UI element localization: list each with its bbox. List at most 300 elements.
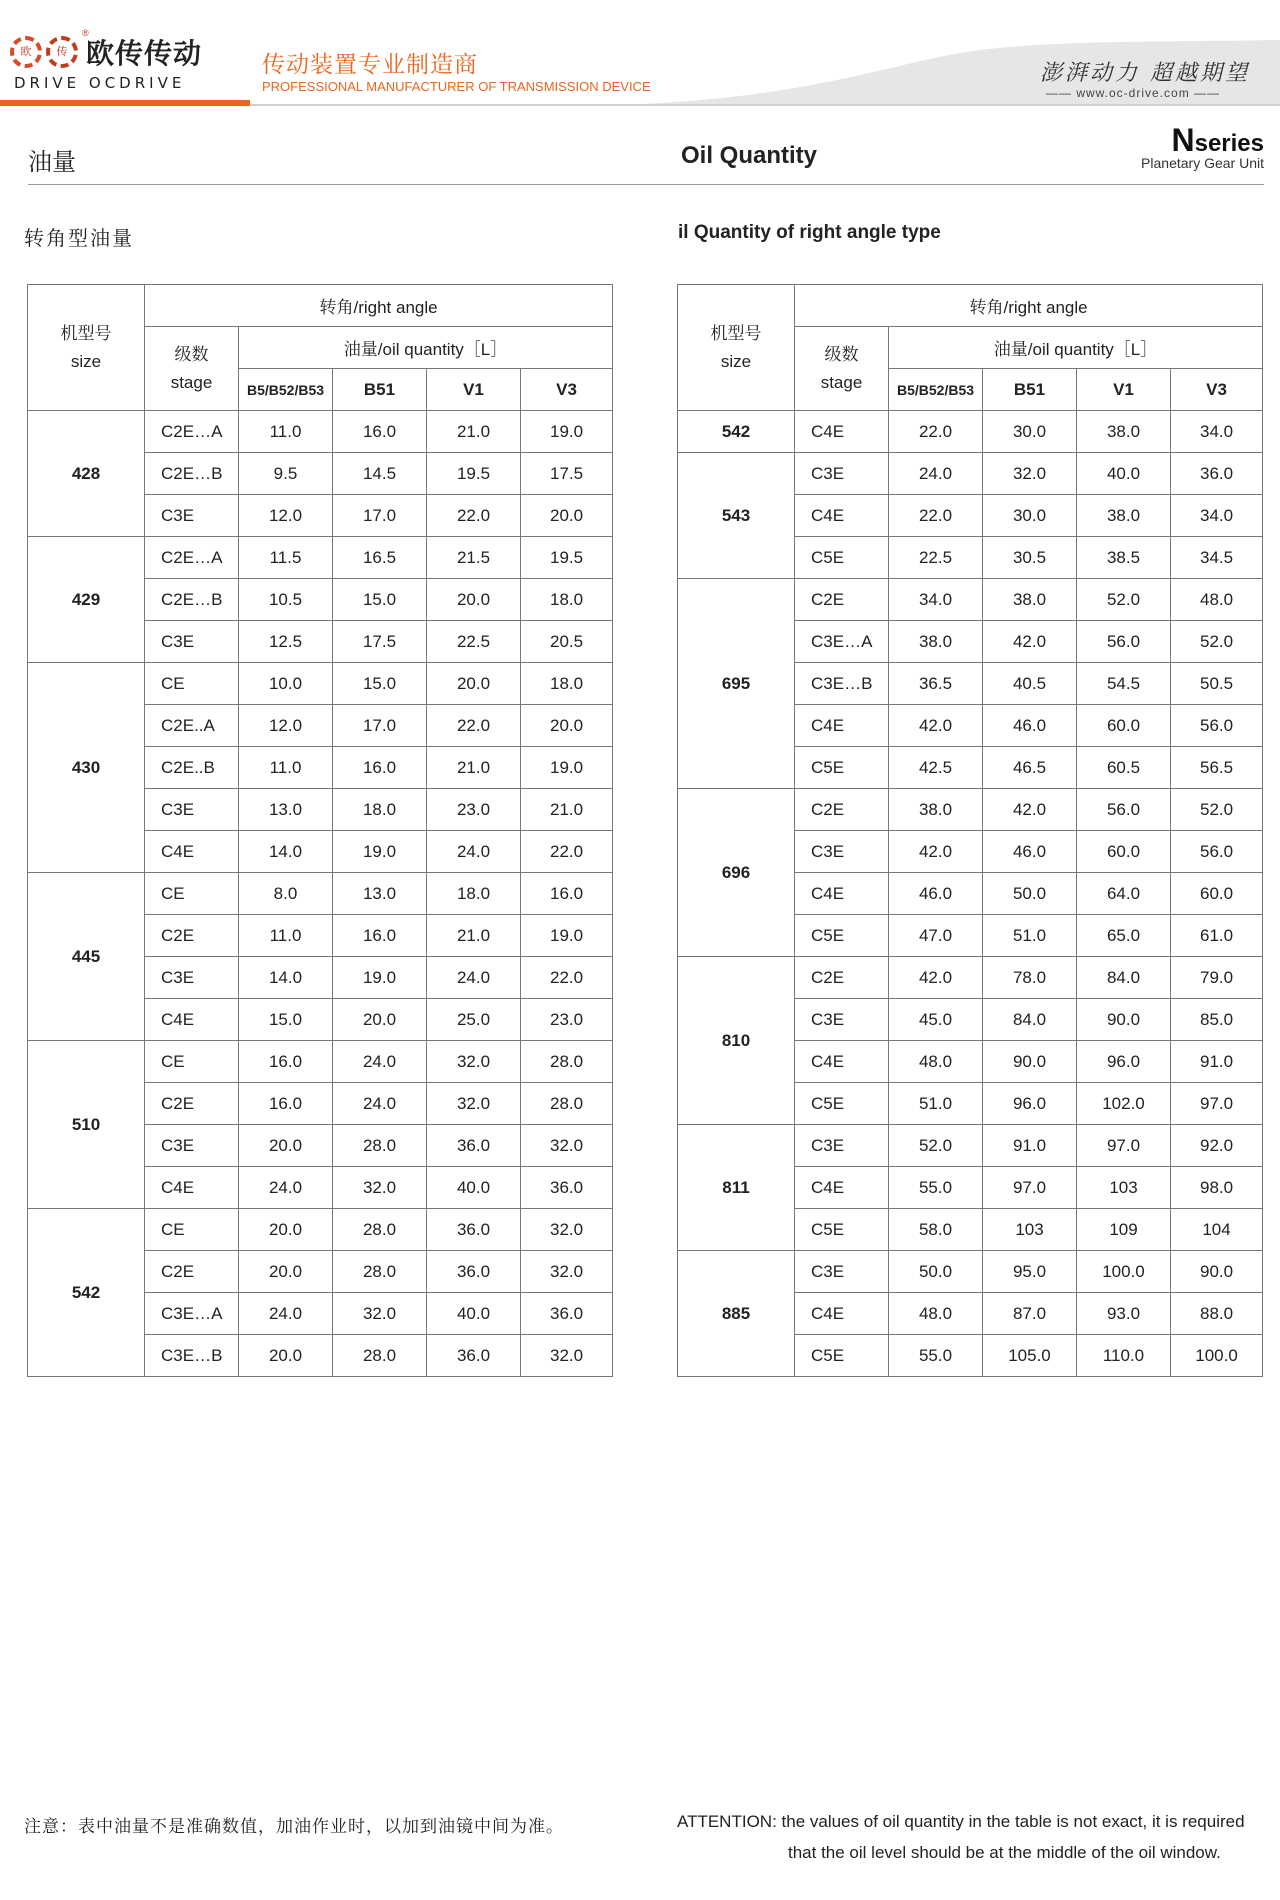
table-row: [678, 957, 1263, 999]
b5-value: 48.0: [889, 1041, 983, 1083]
b51-value: 15.0: [333, 663, 427, 705]
stage-cell: C2E…A: [145, 411, 239, 453]
series-letter: N: [1171, 122, 1195, 158]
b5-value: 16.0: [239, 1041, 333, 1083]
v3-value: 48.0: [1171, 579, 1263, 621]
b5-value: 34.0: [889, 579, 983, 621]
v3-value: 18.0: [521, 663, 613, 705]
v3-value: 19.0: [521, 747, 613, 789]
size-cell: 445: [28, 873, 145, 1041]
b5-value: 46.0: [889, 873, 983, 915]
stage-cell: C3E: [145, 621, 239, 663]
size-cell: 811: [678, 1125, 795, 1251]
b5-value: 20.0: [239, 1125, 333, 1167]
v3-value: 79.0: [1171, 957, 1263, 999]
logo-text-cn: 欧传传动: [86, 37, 203, 70]
v3-value: 32.0: [521, 1209, 613, 1251]
v3-value: 19.0: [521, 411, 613, 453]
b5-value: 51.0: [889, 1083, 983, 1125]
b5-value: 24.0: [239, 1167, 333, 1209]
v3-value: 56.5: [1171, 747, 1263, 789]
stage-cell: C2E: [145, 915, 239, 957]
col-header-b5: B5/B52/B53: [239, 369, 333, 411]
v3-value: 32.0: [521, 1125, 613, 1167]
stage-cell: C3E…A: [145, 1293, 239, 1335]
stage-cell: C3E: [795, 831, 889, 873]
b51-value: 42.0: [983, 621, 1077, 663]
logo-text-en: DRIVE OCDRIVE: [14, 74, 186, 92]
b5-value: 42.0: [889, 831, 983, 873]
b51-value: 20.0: [333, 999, 427, 1041]
v1-value: 56.0: [1077, 789, 1171, 831]
stage-cell: C3E: [145, 957, 239, 999]
v3-value: 85.0: [1171, 999, 1263, 1041]
b5-value: 22.0: [889, 495, 983, 537]
b51-value: 16.5: [333, 537, 427, 579]
stage-cell: C4E: [795, 873, 889, 915]
v1-value: 97.0: [1077, 1125, 1171, 1167]
page-title-en: Oil Quantity: [681, 142, 818, 169]
header-accent-line: [0, 100, 250, 106]
stage-cell: CE: [145, 1041, 239, 1083]
v1-value: 84.0: [1077, 957, 1171, 999]
b5-value: 12.0: [239, 705, 333, 747]
right-angle-header: 转角/right angle: [795, 285, 1263, 327]
b51-value: 13.0: [333, 873, 427, 915]
oil-quantity-header: 油量/oil quantity［L］: [889, 327, 1263, 369]
website-link[interactable]: —— www.oc-drive.com ——: [1046, 86, 1221, 100]
b5-value: 11.0: [239, 411, 333, 453]
b5-value: 24.0: [239, 1293, 333, 1335]
v1-value: 36.0: [427, 1125, 521, 1167]
section-title-cn: 转角型油量: [24, 226, 134, 250]
b51-value: 91.0: [983, 1125, 1077, 1167]
stage-cell: C4E: [145, 831, 239, 873]
gear-icon: 欧: [10, 36, 42, 68]
b5-value: 12.0: [239, 495, 333, 537]
table-row: [28, 663, 613, 705]
v3-value: 97.0: [1171, 1083, 1263, 1125]
v1-value: 40.0: [427, 1167, 521, 1209]
b51-value: 32.0: [333, 1293, 427, 1335]
series-word: series: [1194, 130, 1264, 157]
b5-value: 22.0: [889, 411, 983, 453]
v3-value: 92.0: [1171, 1125, 1263, 1167]
b5-value: 36.5: [889, 663, 983, 705]
stage-cell: C5E: [795, 1209, 889, 1251]
header-divider: [250, 104, 1280, 106]
b5-value: 11.0: [239, 915, 333, 957]
stage-cell: C3E: [795, 1251, 889, 1293]
b51-value: 46.0: [983, 705, 1077, 747]
table-row: [28, 411, 613, 453]
b51-value: 51.0: [983, 915, 1077, 957]
size-cell: 543: [678, 453, 795, 579]
v3-value: 22.0: [521, 957, 613, 999]
page-title-cn: 油量: [28, 148, 76, 176]
b5-value: 11.5: [239, 537, 333, 579]
col-header-v3: V3: [521, 369, 613, 411]
b5-value: 42.5: [889, 747, 983, 789]
v3-value: 28.0: [521, 1041, 613, 1083]
v3-value: 34.0: [1171, 411, 1263, 453]
slogan: 澎湃动力 超越期望: [1040, 61, 1250, 86]
b51-value: 32.0: [333, 1167, 427, 1209]
table-row: [28, 1209, 613, 1251]
v3-value: 34.5: [1171, 537, 1263, 579]
v1-value: 24.0: [427, 957, 521, 999]
v3-value: 56.0: [1171, 831, 1263, 873]
b51-value: 16.0: [333, 747, 427, 789]
oil-table-right-body: [678, 411, 1263, 1377]
b51-value: 24.0: [333, 1083, 427, 1125]
b51-value: 14.5: [333, 453, 427, 495]
v1-value: 21.0: [427, 411, 521, 453]
v3-value: 32.0: [521, 1335, 613, 1377]
v1-value: 90.0: [1077, 999, 1171, 1041]
v1-value: 20.0: [427, 579, 521, 621]
b5-value: 22.5: [889, 537, 983, 579]
v1-value: 38.0: [1077, 495, 1171, 537]
v1-value: 23.0: [427, 789, 521, 831]
col-header-b5: B5/B52/B53: [889, 369, 983, 411]
v1-value: 22.5: [427, 621, 521, 663]
col-header-v1: V1: [1077, 369, 1171, 411]
size-cell: 428: [28, 411, 145, 537]
b5-value: 8.0: [239, 873, 333, 915]
b51-value: 28.0: [333, 1209, 427, 1251]
stage-cell: C2E: [795, 579, 889, 621]
table-row: [678, 1125, 1263, 1167]
v3-value: 32.0: [521, 1251, 613, 1293]
series-subtitle: Planetary Gear Unit: [1141, 155, 1264, 171]
v1-value: 60.0: [1077, 831, 1171, 873]
table-row: [678, 453, 1263, 495]
v3-value: 34.0: [1171, 495, 1263, 537]
b5-value: 47.0: [889, 915, 983, 957]
v1-value: 21.0: [427, 747, 521, 789]
stage-cell: CE: [145, 1209, 239, 1251]
b51-value: 42.0: [983, 789, 1077, 831]
v3-value: 23.0: [521, 999, 613, 1041]
b51-value: 17.5: [333, 621, 427, 663]
v3-value: 100.0: [1171, 1335, 1263, 1377]
v1-value: 22.0: [427, 705, 521, 747]
v1-value: 100.0: [1077, 1251, 1171, 1293]
stage-cell: C4E: [795, 1167, 889, 1209]
b51-value: 30.0: [983, 411, 1077, 453]
col-header-v1: V1: [427, 369, 521, 411]
v3-value: 52.0: [1171, 621, 1263, 663]
size-cell: 695: [678, 579, 795, 789]
b51-value: 17.0: [333, 705, 427, 747]
table-row: [28, 1041, 613, 1083]
b51-value: 50.0: [983, 873, 1077, 915]
v3-value: 21.0: [521, 789, 613, 831]
col-header-v3: V3: [1171, 369, 1263, 411]
b51-value: 19.0: [333, 957, 427, 999]
b5-value: 24.0: [889, 453, 983, 495]
stage-cell: C5E: [795, 537, 889, 579]
b51-value: 97.0: [983, 1167, 1077, 1209]
b5-value: 16.0: [239, 1083, 333, 1125]
stage-cell: C3E: [145, 1125, 239, 1167]
b51-value: 103: [983, 1209, 1077, 1251]
b5-value: 20.0: [239, 1335, 333, 1377]
b5-value: 58.0: [889, 1209, 983, 1251]
size-cell: 430: [28, 663, 145, 873]
b5-value: 10.5: [239, 579, 333, 621]
stage-cell: C2E..A: [145, 705, 239, 747]
stage-cell: C2E: [795, 957, 889, 999]
v3-value: 98.0: [1171, 1167, 1263, 1209]
size-cell: 696: [678, 789, 795, 957]
v3-value: 20.5: [521, 621, 613, 663]
v3-value: 91.0: [1171, 1041, 1263, 1083]
stage-header: 级数 stage: [145, 327, 239, 411]
stage-cell: C3E…B: [795, 663, 889, 705]
b51-value: 46.5: [983, 747, 1077, 789]
stage-cell: C2E…B: [145, 579, 239, 621]
gear-icon: 传: [46, 36, 78, 68]
v1-value: 65.0: [1077, 915, 1171, 957]
stage-cell: C4E: [145, 1167, 239, 1209]
b51-value: 28.0: [333, 1125, 427, 1167]
b5-value: 13.0: [239, 789, 333, 831]
b51-value: 16.0: [333, 411, 427, 453]
stage-cell: CE: [145, 663, 239, 705]
size-cell: 510: [28, 1041, 145, 1209]
b51-value: 90.0: [983, 1041, 1077, 1083]
b51-value: 46.0: [983, 831, 1077, 873]
v3-value: 19.0: [521, 915, 613, 957]
v1-value: 93.0: [1077, 1293, 1171, 1335]
v3-value: 22.0: [521, 831, 613, 873]
v1-value: 96.0: [1077, 1041, 1171, 1083]
series-badge: [1141, 122, 1264, 171]
v1-value: 40.0: [1077, 453, 1171, 495]
size-cell: 542: [28, 1209, 145, 1377]
b5-value: 12.5: [239, 621, 333, 663]
stage-cell: C5E: [795, 915, 889, 957]
v1-value: 19.5: [427, 453, 521, 495]
v1-value: 21.5: [427, 537, 521, 579]
v3-value: 50.5: [1171, 663, 1263, 705]
v3-value: 56.0: [1171, 705, 1263, 747]
stage-cell: C2E: [145, 1251, 239, 1293]
b5-value: 50.0: [889, 1251, 983, 1293]
b5-value: 55.0: [889, 1335, 983, 1377]
v1-value: 110.0: [1077, 1335, 1171, 1377]
right-angle-header: 转角/right angle: [145, 285, 613, 327]
v3-value: 90.0: [1171, 1251, 1263, 1293]
table-row: [678, 789, 1263, 831]
stage-cell: C3E: [145, 789, 239, 831]
v1-value: 38.0: [1077, 411, 1171, 453]
v1-value: 60.0: [1077, 705, 1171, 747]
stage-cell: C2E: [795, 789, 889, 831]
v1-value: 24.0: [427, 831, 521, 873]
v1-value: 36.0: [427, 1251, 521, 1293]
stage-cell: C5E: [795, 747, 889, 789]
b51-value: 105.0: [983, 1335, 1077, 1377]
v3-value: 16.0: [521, 873, 613, 915]
v1-value: 25.0: [427, 999, 521, 1041]
b51-value: 32.0: [983, 453, 1077, 495]
v3-value: 20.0: [521, 495, 613, 537]
b5-value: 38.0: [889, 789, 983, 831]
company-logo: [10, 30, 210, 100]
b51-value: 28.0: [333, 1251, 427, 1293]
v1-value: 40.0: [427, 1293, 521, 1335]
stage-cell: C4E: [145, 999, 239, 1041]
v3-value: 60.0: [1171, 873, 1263, 915]
b5-value: 52.0: [889, 1125, 983, 1167]
stage-cell: C5E: [795, 1083, 889, 1125]
note-en-line1: ATTENTION: the values of oil quantity in the table is not exact, it is required: [677, 1812, 1245, 1831]
stage-cell: C4E: [795, 1041, 889, 1083]
b51-value: 38.0: [983, 579, 1077, 621]
b5-value: 55.0: [889, 1167, 983, 1209]
v1-value: 32.0: [427, 1041, 521, 1083]
b5-value: 15.0: [239, 999, 333, 1041]
tagline-en: PROFESSIONAL MANUFACTURER OF TRANSMISSION DEVICE: [262, 79, 651, 94]
stage-cell: C3E…A: [795, 621, 889, 663]
stage-cell: C4E: [795, 705, 889, 747]
b5-value: 42.0: [889, 957, 983, 999]
b51-value: 24.0: [333, 1041, 427, 1083]
tagline-cn: 传动装置专业制造商: [262, 52, 478, 78]
table-row: [28, 873, 613, 915]
oil-quantity-header: 油量/oil quantity［L］: [239, 327, 613, 369]
b51-value: 96.0: [983, 1083, 1077, 1125]
b51-value: 87.0: [983, 1293, 1077, 1335]
v3-value: 17.5: [521, 453, 613, 495]
table-row: [678, 1251, 1263, 1293]
b51-value: 84.0: [983, 999, 1077, 1041]
stage-cell: C2E…B: [145, 453, 239, 495]
v1-value: 21.0: [427, 915, 521, 957]
v3-value: 28.0: [521, 1083, 613, 1125]
b5-value: 11.0: [239, 747, 333, 789]
stage-cell: C3E: [795, 999, 889, 1041]
stage-cell: CE: [145, 873, 239, 915]
v1-value: 36.0: [427, 1335, 521, 1377]
oil-table-left-body: [28, 411, 613, 1377]
col-header-b51: B51: [983, 369, 1077, 411]
v1-value: 102.0: [1077, 1083, 1171, 1125]
v3-value: 36.0: [521, 1293, 613, 1335]
b51-value: 40.5: [983, 663, 1077, 705]
b5-value: 20.0: [239, 1251, 333, 1293]
v3-value: 88.0: [1171, 1293, 1263, 1335]
stage-cell: C3E…B: [145, 1335, 239, 1377]
stage-cell: C4E: [795, 411, 889, 453]
size-cell: 885: [678, 1251, 795, 1377]
stage-cell: C2E..B: [145, 747, 239, 789]
b51-value: 19.0: [333, 831, 427, 873]
size-cell: 810: [678, 957, 795, 1125]
b51-value: 30.0: [983, 495, 1077, 537]
size-cell: 542: [678, 411, 795, 453]
v3-value: 61.0: [1171, 915, 1263, 957]
b51-value: 78.0: [983, 957, 1077, 999]
v1-value: 60.5: [1077, 747, 1171, 789]
b5-value: 42.0: [889, 705, 983, 747]
v1-value: 54.5: [1077, 663, 1171, 705]
b5-value: 38.0: [889, 621, 983, 663]
b5-value: 10.0: [239, 663, 333, 705]
oil-table-right: [677, 284, 1263, 1377]
stage-cell: C3E: [795, 453, 889, 495]
page-header: [0, 0, 1280, 112]
v1-value: 52.0: [1077, 579, 1171, 621]
v1-value: 22.0: [427, 495, 521, 537]
stage-cell: C3E: [795, 1125, 889, 1167]
b5-value: 45.0: [889, 999, 983, 1041]
size-header: 机型号 size: [678, 285, 795, 411]
v1-value: 103: [1077, 1167, 1171, 1209]
v3-value: 36.0: [521, 1167, 613, 1209]
oil-table-left: [27, 284, 613, 1377]
table-row: [678, 579, 1263, 621]
b5-value: 14.0: [239, 831, 333, 873]
b5-value: 14.0: [239, 957, 333, 999]
col-header-b51: B51: [333, 369, 427, 411]
b5-value: 20.0: [239, 1209, 333, 1251]
size-header: 机型号 size: [28, 285, 145, 411]
b51-value: 16.0: [333, 915, 427, 957]
b5-value: 9.5: [239, 453, 333, 495]
registered-mark: ®: [82, 28, 89, 38]
v1-value: 64.0: [1077, 873, 1171, 915]
b51-value: 18.0: [333, 789, 427, 831]
note-en-line2: that the oil level should be at the middle of the oil window.: [788, 1843, 1221, 1862]
stage-cell: C4E: [795, 495, 889, 537]
b51-value: 17.0: [333, 495, 427, 537]
v1-value: 18.0: [427, 873, 521, 915]
stage-cell: C4E: [795, 1293, 889, 1335]
v1-value: 36.0: [427, 1209, 521, 1251]
b51-value: 30.5: [983, 537, 1077, 579]
v1-value: 56.0: [1077, 621, 1171, 663]
v1-value: 38.5: [1077, 537, 1171, 579]
b5-value: 48.0: [889, 1293, 983, 1335]
table-row: [28, 537, 613, 579]
stage-cell: C5E: [795, 1335, 889, 1377]
v1-value: 32.0: [427, 1083, 521, 1125]
note-cn: 注意：表中油量不是准确数值，加油作业时，以加到油镜中间为准。: [24, 1817, 564, 1837]
section-title-en: il Quantity of right angle type: [678, 222, 941, 243]
b51-value: 95.0: [983, 1251, 1077, 1293]
v1-value: 20.0: [427, 663, 521, 705]
v3-value: 36.0: [1171, 453, 1263, 495]
stage-cell: C3E: [145, 495, 239, 537]
v3-value: 20.0: [521, 705, 613, 747]
stage-header: 级数 stage: [795, 327, 889, 411]
v3-value: 18.0: [521, 579, 613, 621]
title-divider: [28, 184, 1264, 185]
size-cell: 429: [28, 537, 145, 663]
v3-value: 104: [1171, 1209, 1263, 1251]
stage-cell: C2E: [145, 1083, 239, 1125]
b51-value: 28.0: [333, 1335, 427, 1377]
v3-value: 19.5: [521, 537, 613, 579]
stage-cell: C2E…A: [145, 537, 239, 579]
table-row: [678, 411, 1263, 453]
v1-value: 109: [1077, 1209, 1171, 1251]
b51-value: 15.0: [333, 579, 427, 621]
